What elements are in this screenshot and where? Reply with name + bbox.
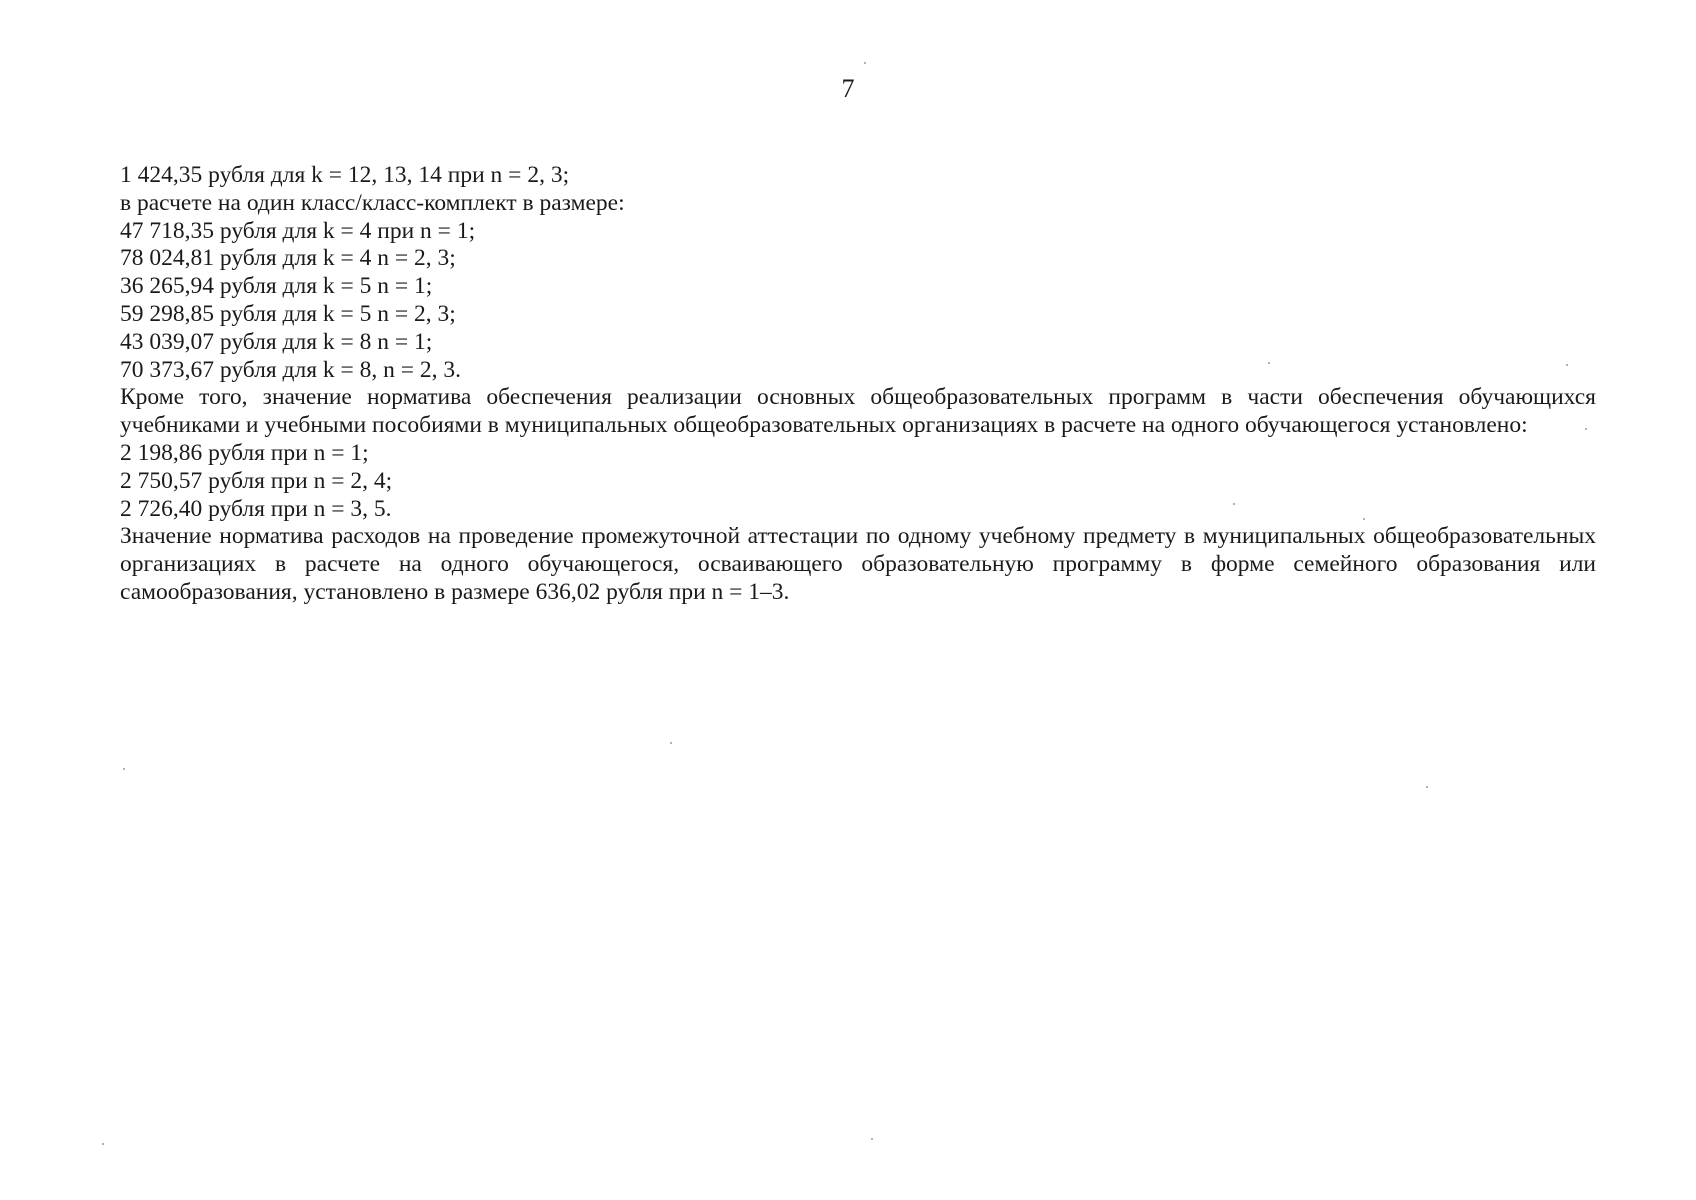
scan-speck	[670, 742, 672, 744]
rate-line: 1 424,35 рубля для k = 12, 13, 14 при n = 2, 3;	[120, 162, 570, 188]
rate-line: в расчете на один класс/класс-комплект в размере:	[120, 189, 625, 216]
rate-line: 78 024,81 рубля для k = 4 n = 2, 3;	[120, 245, 456, 272]
page-number: 7	[841, 74, 855, 103]
textbook-rate-line: 2 198,86 рубля при n = 1;	[120, 439, 369, 466]
rate-line: 47 718,35 рубля для k = 4 при n = 1;	[120, 217, 476, 244]
rate-line: 36 265,94 рубля для k = 5 n = 1;	[120, 273, 433, 300]
scan-speck	[871, 1138, 873, 1140]
scan-speck	[102, 1143, 104, 1145]
rate-line: 59 298,85 рубля для k = 5 n = 2, 3;	[120, 300, 456, 327]
scan-speck	[1566, 364, 1568, 366]
scan-speck	[1233, 503, 1235, 505]
rate-line: 70 373,67 рубля для k = 8, n = 2, 3.	[120, 356, 462, 383]
rate-line: 43 039,07 рубля для k = 8 n = 1;	[120, 328, 433, 355]
document-body	[120, 162, 1596, 607]
scan-speck	[1426, 786, 1428, 788]
attestation-paragraph: Значение норматива расходов на проведение промежуточной аттестации по одному учебному предмету в муниципальных общеобразовательных организациях в расчете на одного обучающегося, осваивающего образовательную программу в форме семейного образования или самообразования, установлено в размере 636,02 рубля при n = 1–3.	[120, 523, 1596, 605]
textbook-rate-line: 2 726,40 рубля при n = 3, 5.	[120, 495, 392, 522]
scan-speck	[123, 768, 125, 770]
scan-speck	[1585, 428, 1587, 430]
textbook-rate-line: 2 750,57 рубля при n = 2, 4;	[120, 467, 393, 494]
scan-speck	[1363, 518, 1365, 520]
scan-speck	[1268, 362, 1270, 364]
scan-speck	[864, 62, 866, 64]
textbooks-paragraph: Кроме того, значение норматива обеспечения реализации основных общеобразовательных программ в части обеспечения обучающихся учебниками и учебными пособиями в муниципальных общеобразовательных организациях в расчете на одного обучающегося установлено:	[120, 384, 1596, 439]
